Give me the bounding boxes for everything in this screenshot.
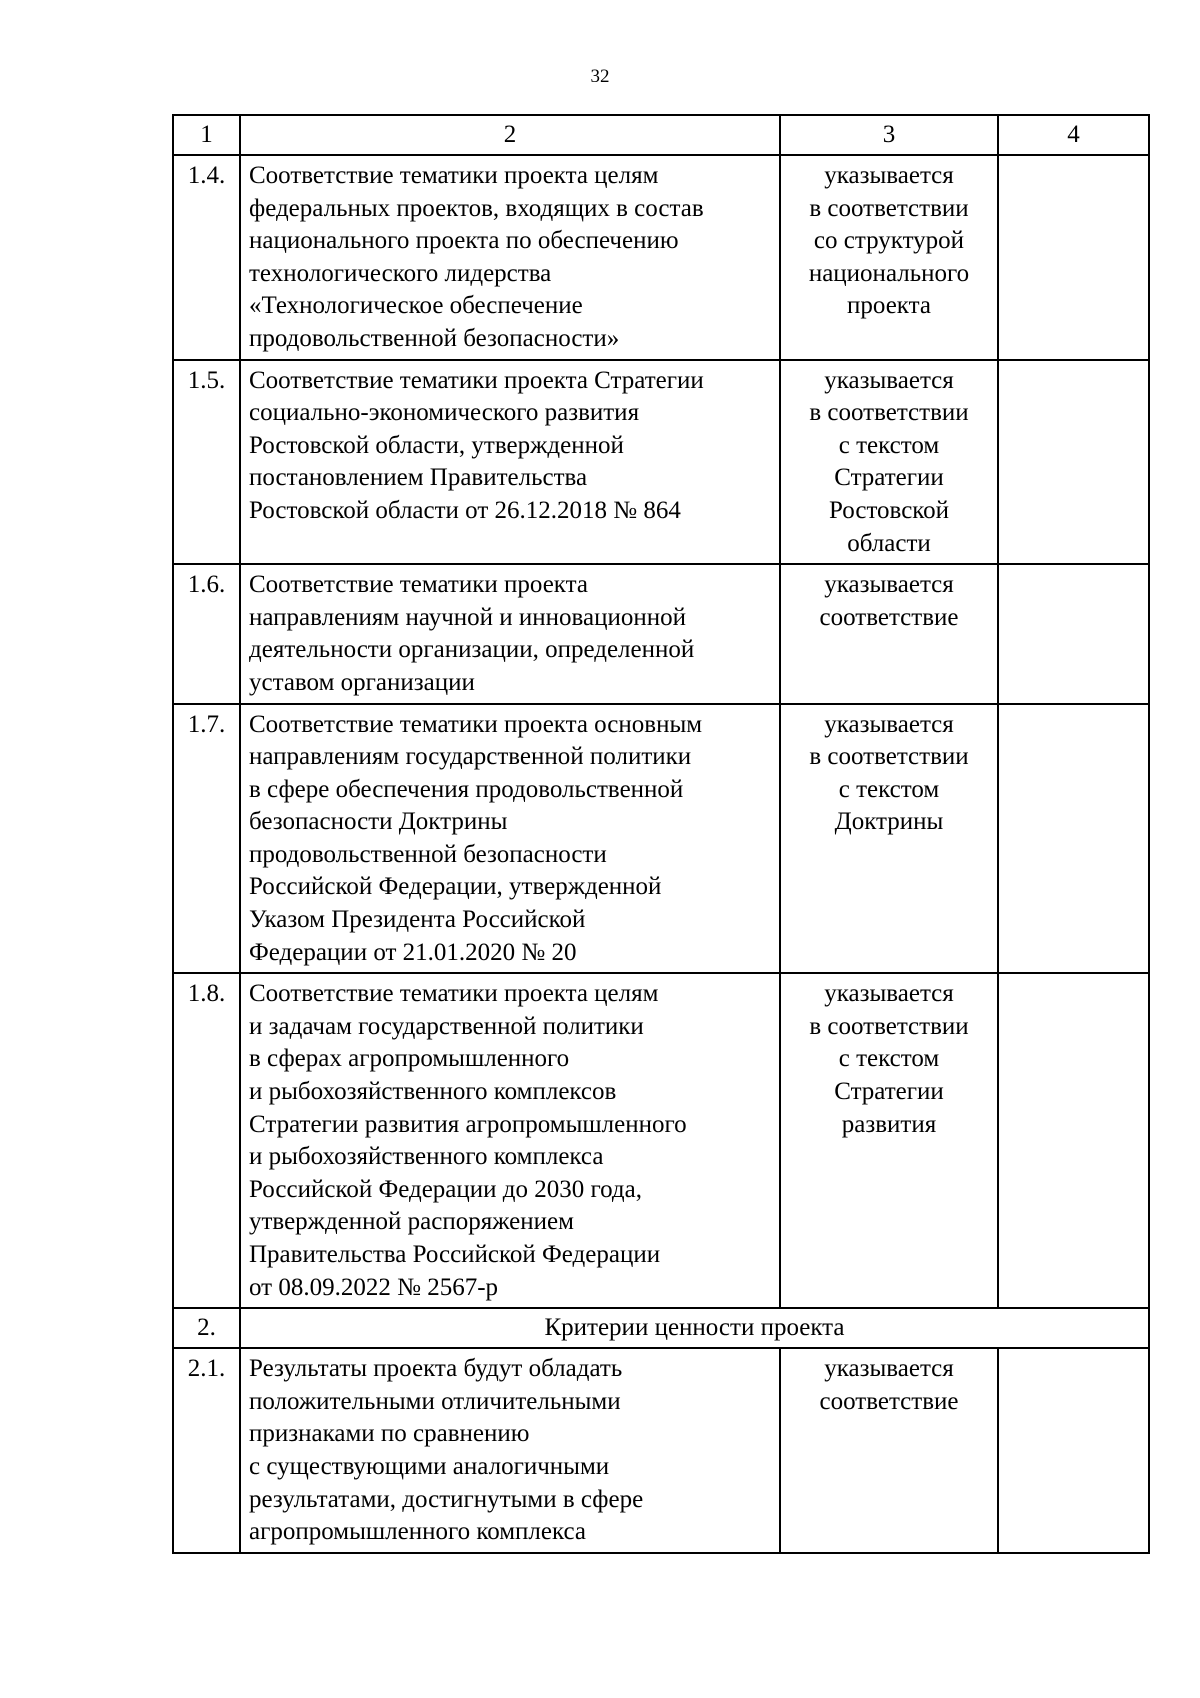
row-number: 1.8. — [173, 973, 240, 1308]
cell-line: федеральных проектов, входящих в состав — [249, 194, 704, 222]
cell-line: Результаты проекта будут обладать — [249, 1355, 623, 1383]
cell-line: уставом организации — [249, 668, 475, 696]
row-number: 1.7. — [173, 704, 240, 974]
cell-line: утвержденной распоряжением — [249, 1208, 574, 1236]
cell-line: со структурой — [813, 227, 965, 255]
table-header-row — [173, 115, 1149, 155]
cell-line: Соответствие тематики проекта целям — [249, 980, 659, 1008]
section-title: Критерии ценности проекта — [240, 1308, 1149, 1348]
table-row — [173, 704, 1149, 974]
section-number: 2. — [173, 1308, 240, 1348]
criterion-score — [998, 704, 1149, 974]
cell-line: с существующими аналогичными — [249, 1452, 610, 1480]
row-number: 1.4. — [173, 155, 240, 360]
cell-line: технологического лидерства — [249, 259, 552, 287]
cell-line: с текстом — [838, 1045, 940, 1073]
table-row — [173, 155, 1149, 360]
cell-line: указывается — [824, 980, 954, 1008]
cell-line: Соответствие тематики проекта — [249, 571, 588, 599]
cell-line: с текстом — [838, 431, 940, 459]
criterion-value — [780, 155, 998, 360]
cell-line: соответствие — [819, 1387, 959, 1415]
cell-line: в сфере обеспечения продовольственной — [249, 775, 684, 803]
cell-line: развития — [841, 1110, 937, 1138]
cell-line: в соответствии — [809, 399, 969, 427]
cell-line: Стратегии — [834, 1078, 944, 1106]
cell-line: и рыбохозяйственного комплексов — [249, 1078, 617, 1106]
cell-line: в сферах агропромышленного — [249, 1045, 570, 1073]
cell-line: Соответствие тематики проекта Стратегии — [249, 366, 704, 394]
table-row — [173, 1348, 1149, 1553]
criterion-value — [780, 1348, 998, 1553]
cell-line: области — [847, 529, 931, 557]
criterion-score — [998, 360, 1149, 565]
criterion-value — [780, 360, 998, 565]
cell-line: «Технологическое обеспечение — [249, 292, 583, 320]
cell-line: указывается — [824, 366, 954, 394]
cell-line: Правительства Российской Федерации — [249, 1241, 661, 1268]
cell-line: постановлением Правительства — [249, 464, 588, 492]
criterion-value — [780, 564, 998, 703]
cell-line: результатами, достигнутыми в сфере — [249, 1485, 644, 1513]
row-number: 2.1. — [173, 1348, 240, 1553]
table-row — [173, 360, 1149, 565]
cell-line: Российской Федерации, утвержденной — [249, 873, 662, 901]
criterion-description — [240, 973, 780, 1308]
cell-line: проекта — [847, 292, 931, 320]
cell-line: агропромышленного комплекса — [249, 1518, 587, 1546]
cell-line: деятельности организации, определенной — [249, 636, 695, 664]
criterion-score — [998, 973, 1149, 1308]
cell-line: Соответствие тематики проекта основным — [249, 710, 703, 738]
header-cell-3: 3 — [780, 115, 998, 155]
cell-line: признаками по сравнению — [249, 1420, 530, 1448]
cell-line: положительными отличительными — [249, 1387, 621, 1415]
cell-line: продовольственной безопасности — [249, 840, 607, 868]
cell-line: Ростовской области от 26.12.2018 № 864 — [249, 496, 681, 524]
cell-line: с текстом — [838, 775, 940, 803]
cell-line: безопасности Доктрины — [249, 808, 508, 836]
section-row — [173, 1308, 1149, 1348]
criterion-description — [240, 1348, 780, 1553]
criterion-description — [240, 360, 780, 565]
criterion-score — [998, 1348, 1149, 1553]
cell-line: и рыбохозяйственного комплекса — [249, 1143, 604, 1171]
cell-line: в соответствии — [809, 743, 969, 771]
cell-line: Российской Федерации до 2030 года, — [249, 1175, 642, 1203]
cell-line: в соответствии — [809, 1012, 969, 1040]
table-row — [173, 564, 1149, 703]
cell-line: национального — [808, 259, 970, 287]
table-row — [173, 973, 1149, 1308]
cell-line: в соответствии — [809, 194, 969, 222]
criterion-description — [240, 155, 780, 360]
cell-line: национального проекта по обеспечению — [249, 227, 679, 255]
cell-line: направлениям государственной политики — [249, 743, 692, 771]
criterion-description — [240, 704, 780, 974]
cell-line: Федерации от 21.01.2020 № 20 — [249, 938, 577, 966]
criterion-value — [780, 704, 998, 974]
cell-line: Стратегии — [834, 464, 944, 492]
cell-line: указывается — [824, 162, 954, 189]
cell-line: Указом Президента Российской — [249, 906, 586, 934]
page-number: 32 — [590, 66, 610, 87]
cell-line: продовольственной безопасности» — [249, 324, 620, 352]
header-cell-2: 2 — [240, 115, 780, 155]
row-number: 1.6. — [173, 564, 240, 703]
cell-line: указывается — [824, 1355, 954, 1383]
cell-line: от 08.09.2022 № 2567-р — [249, 1273, 499, 1301]
header-cell-1: 1 — [173, 115, 240, 155]
cell-line: социально-экономического развития — [249, 399, 640, 427]
cell-line: Ростовской — [828, 496, 950, 524]
criterion-description — [240, 564, 780, 703]
cell-line: и задачам государственной политики — [249, 1012, 644, 1040]
row-number: 1.5. — [173, 360, 240, 565]
cell-line: направлениям научной и инновационной — [249, 603, 687, 631]
cell-line: Соответствие тематики проекта целям — [249, 162, 659, 189]
criterion-value — [780, 973, 998, 1308]
cell-line: указывается — [824, 710, 954, 738]
cell-line: Ростовской области, утвержденной — [249, 431, 624, 459]
criterion-score — [998, 564, 1149, 703]
cell-line: указывается — [824, 571, 954, 599]
criteria-table — [172, 114, 1150, 1554]
criterion-score — [998, 155, 1149, 360]
cell-line: Стратегии развития агропромышленного — [249, 1110, 687, 1138]
cell-line: Доктрины — [834, 808, 944, 836]
header-cell-4: 4 — [998, 115, 1149, 155]
cell-line: соответствие — [819, 603, 959, 631]
